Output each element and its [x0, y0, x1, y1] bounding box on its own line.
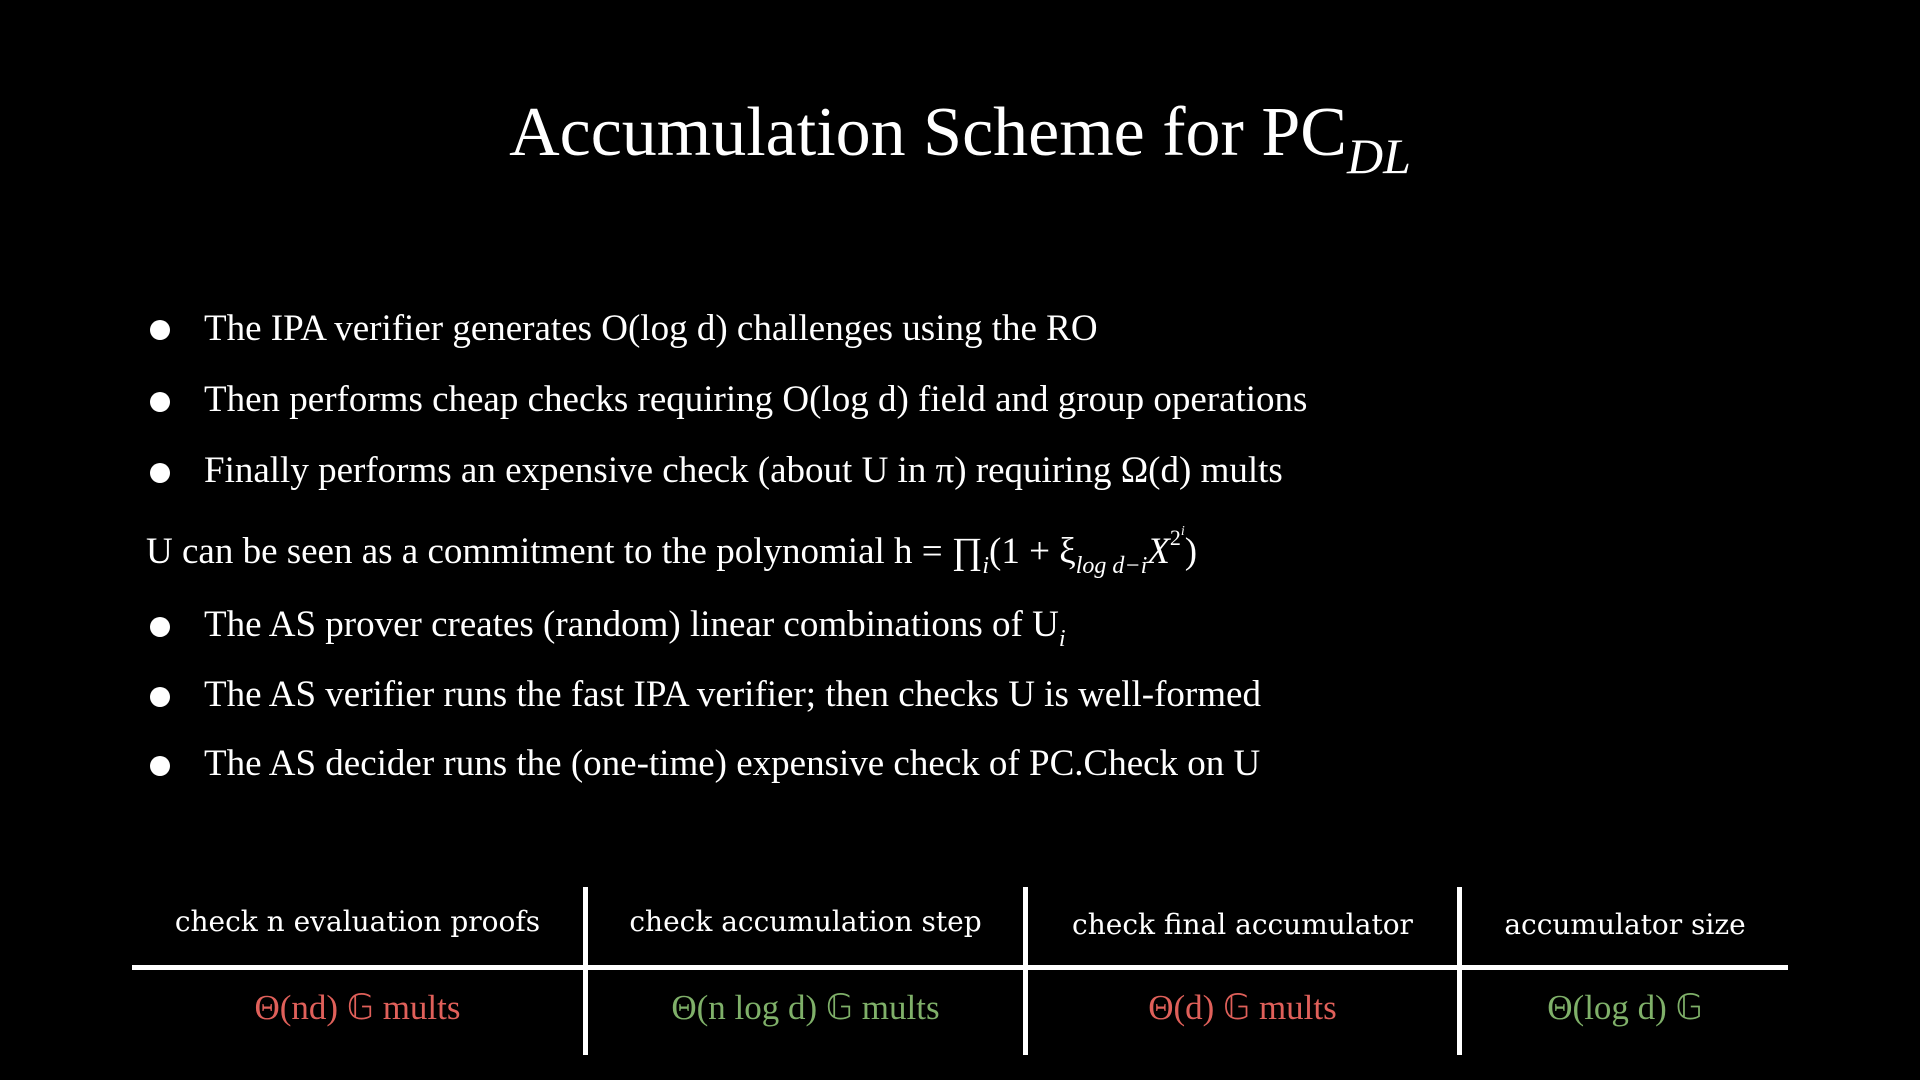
bullet-icon — [150, 617, 170, 637]
table-value-cell: Θ(n log d) 𝔾 mults — [671, 988, 940, 1027]
table-value-cell: Θ(log d) 𝔾 — [1547, 988, 1703, 1027]
bullet-icon — [150, 392, 170, 412]
table-header-cell: check n evaluation proofs — [174, 905, 541, 938]
bullet-item: The AS prover creates (random) linear combinations of $U_i$ — [204, 604, 1066, 652]
title-subscript: DL — [1346, 128, 1411, 184]
title-main: Accumulation Scheme for PC — [509, 94, 1347, 171]
bullet-icon — [150, 463, 170, 483]
table-value-cell: Θ(d) 𝔾 mults — [1148, 988, 1337, 1027]
bullet-item: Finally performs an expensive check (about U in π) requiring Ω(d) mults — [204, 450, 1283, 491]
table-value-cell: Θ(nd) 𝔾 mults — [254, 988, 461, 1027]
bullet-item: Then performs cheap checks requiring O(log d) field and group operations — [204, 379, 1308, 420]
table-header-cell: accumulator size — [1504, 908, 1746, 941]
bullet-icon — [150, 756, 170, 776]
bullet-item: The AS verifier runs the fast IPA verifier; then checks U is well-formed — [204, 674, 1261, 715]
table-header-divider — [132, 965, 1788, 970]
bullet-item: The AS decider runs the (one-time) expensive check of PC.Check on U — [204, 743, 1261, 784]
commitment-statement: U can be seen as a commitment to the polynomial $h = \prod_i(1 + \xi_{log d-i}X^{2i})$ — [146, 524, 1198, 579]
slide-title — [0, 88, 1920, 183]
table-header-cell: check final accumulator — [1072, 908, 1413, 941]
bullet-icon — [150, 320, 170, 340]
bullet-icon — [150, 687, 170, 707]
bullet-item: The IPA verifier generates O(log d) challenges using the RO — [204, 308, 1098, 349]
table-header-cell: check accumulation step — [629, 905, 982, 938]
